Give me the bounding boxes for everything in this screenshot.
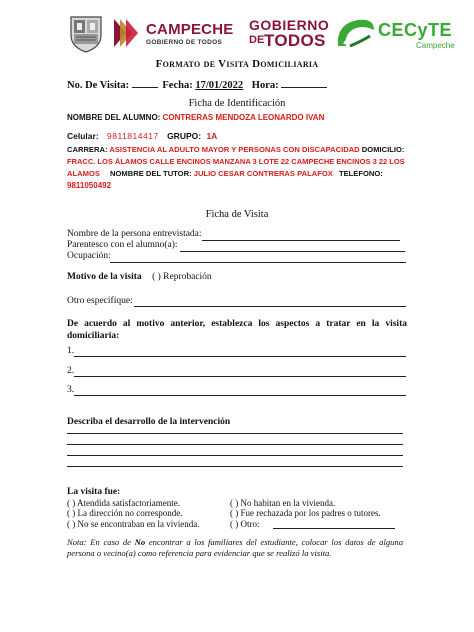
ficha-visita-heading: Ficha de Visita <box>205 209 269 220</box>
option-otro-field[interactable] <box>273 528 395 529</box>
option-no-encontraban[interactable]: ( ) No se encontraban en la vivienda. <box>67 519 200 529</box>
nota-prefix: Nota: <box>67 537 87 547</box>
nota-no: No <box>134 537 146 547</box>
item-2-field[interactable] <box>74 376 406 377</box>
motivo-row <box>67 272 212 282</box>
celular-label: Celular: <box>67 131 99 141</box>
nota-text-2: encontrar a los familiares del estudiante, colocar los datos de alguna persona o vecino(a) como referencia para evidenciar que se realizó la visita. <box>67 537 404 558</box>
desarrollo-line-4[interactable] <box>67 466 403 467</box>
grupo-value: 1A <box>206 131 218 141</box>
visit-number-field[interactable] <box>132 78 158 88</box>
gobierno-line3: TODOS <box>264 31 326 50</box>
motivo-label: Motivo de la visita <box>67 272 142 282</box>
header <box>0 0 474 60</box>
nota-text-1: En caso de <box>90 537 131 547</box>
option-rechazada[interactable]: ( ) Fue rechazada por los padres o tutores. <box>230 508 381 518</box>
parentesco-label: Parentesco con el alumno(a): <box>67 240 178 250</box>
ocupacion-label: Ocupación: <box>67 251 111 261</box>
desarrollo-line-1[interactable] <box>67 433 403 434</box>
domicilio-value-line2: ALAMOS <box>67 169 100 178</box>
campeche-title: CAMPECHE <box>146 21 234 38</box>
grupo-label: GRUPO: <box>167 131 202 141</box>
fecha-label: Fecha: <box>162 80 193 91</box>
alumno-label: NOMBRE DEL ALUMNO: <box>67 113 161 122</box>
desarrollo-line-2[interactable] <box>67 444 403 445</box>
item-1-number: 1. <box>67 346 75 356</box>
cecyte-leaf-icon <box>334 16 376 50</box>
fecha-value: 17/01/2022 <box>195 80 244 91</box>
tutor-value: JULIO CESAR CONTRERAS PALAFOX <box>193 169 333 178</box>
celular-value: 9811814417 <box>107 131 159 141</box>
carrera-label: CARRERA: <box>67 145 108 154</box>
carrera-value: ASISTENCIA AL ADULTO MAYOR Y PERSONAS CON DISCAPACIDAD <box>109 145 360 154</box>
persona-label: Nombre de la persona entrevistada: <box>67 229 202 239</box>
item-3-field[interactable] <box>74 395 406 396</box>
domicilio-label: DOMICILIO: <box>361 145 405 154</box>
gobierno-line2: DE <box>249 34 265 46</box>
item-1-field[interactable] <box>74 356 406 357</box>
campeche-subtitle: GOBIERNO DE TODOS <box>146 39 223 46</box>
telefono-label: TELEFONO: <box>338 169 383 178</box>
coat-of-arms-logo <box>68 13 104 53</box>
acuerdo-text: De acuerdo al motivo anterior, establezca los aspectos a tratar en la visita domiciliaria: <box>67 319 407 341</box>
alumno-row <box>67 113 324 122</box>
item-3-number: 3. <box>67 385 75 395</box>
tutor-label: NOMBRE DEL TUTOR: <box>110 169 192 178</box>
hora-label: Hora: <box>251 80 279 91</box>
celular-row <box>67 131 217 141</box>
ficha-identificacion-heading: Ficha de Identificación <box>188 98 286 109</box>
campeche-logo <box>112 17 232 51</box>
option-direccion[interactable]: ( ) La dirección no corresponde. <box>67 508 183 518</box>
hora-field[interactable] <box>281 78 327 88</box>
desarrollo-label: Describa el desarrollo de la intervención <box>67 417 231 427</box>
cecyte-subtitle: Campeche <box>416 41 455 50</box>
gobierno-line1: GOBIERNO <box>249 17 330 33</box>
parentesco-field[interactable] <box>180 251 405 252</box>
persona-field[interactable] <box>202 240 400 241</box>
reprobacion-option[interactable]: ( ) Reprobación <box>152 272 212 282</box>
option-no-habitan[interactable]: ( ) No habitan en la vivienda. <box>230 498 336 508</box>
visit-number-label: No. De Visita: <box>67 80 130 91</box>
item-2-number: 2. <box>67 366 75 376</box>
option-otro[interactable]: ( ) Otro: <box>230 519 260 529</box>
option-atendida[interactable]: ( ) Atendida satisfactoriamente. <box>67 498 180 508</box>
domicilio-value-line1: FRACC. LOS ÁLAMOS CALLE ENCINOS MANZANA 3 LOTE 22 CAMPECHE ENCINOS 3 22 LOS <box>67 157 405 166</box>
alumno-value: CONTRERAS MENDOZA LEONARDO IVAN <box>162 113 325 122</box>
cecyte-logo <box>334 14 455 54</box>
cecyte-title: CECyTE <box>378 20 453 40</box>
desarrollo-line-3[interactable] <box>67 455 403 456</box>
nota <box>67 537 403 559</box>
campeche-emblem-icon <box>112 17 142 49</box>
ocupacion-field[interactable] <box>110 262 406 263</box>
telefono-value: 9811050492 <box>67 181 112 190</box>
carrera-row <box>67 145 404 154</box>
form-title: Formato de Visita Domiciliaria <box>155 58 319 70</box>
otro-field[interactable] <box>134 306 406 307</box>
gobierno-de-todos-logo <box>247 17 330 53</box>
otro-label: Otro especifique: <box>67 296 133 306</box>
tutor-row <box>67 169 383 178</box>
visit-info-row <box>67 78 327 91</box>
visita-fue-label: La visita fue: <box>67 487 121 497</box>
